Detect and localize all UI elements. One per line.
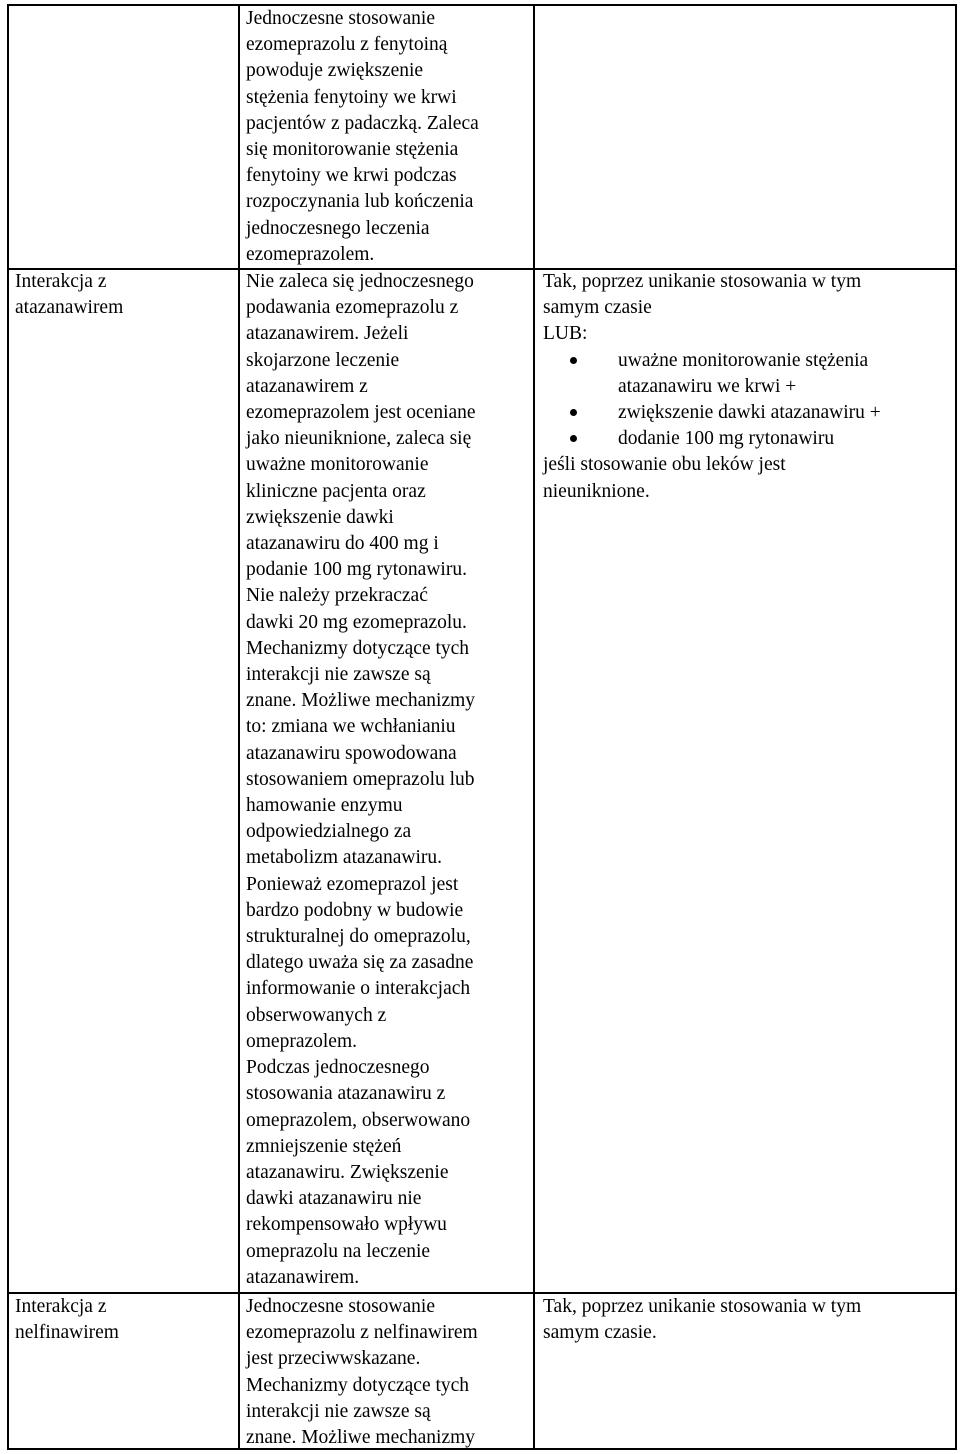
text-line: rozpoczynania lub kończenia (246, 191, 474, 213)
text-line: Jednoczesne stosowanie (246, 1296, 435, 1317)
bullet-dot-icon (570, 409, 577, 416)
text-line: zwiększenie dawki atazanawiru + (618, 402, 881, 424)
text-line: hamowanie enzymu (246, 795, 403, 817)
text-line: obserwowanych z (246, 1004, 387, 1026)
text-line: atazanawiru spowodowana (246, 742, 457, 764)
text-line: dodanie 100 mg rytonawiru (618, 428, 835, 450)
label-line: Interakcja z (15, 271, 107, 292)
text-line: ezomeprazolu z nelfinawirem (246, 1322, 478, 1344)
text-line: interakcji nie zawsze są (246, 1400, 431, 1422)
text-line: LUB: (543, 323, 588, 345)
text-line: Jednoczesne stosowanie (246, 8, 435, 29)
text-line: uważne monitorowanie stężenia (618, 349, 869, 371)
text-line: atazanawirem z (246, 375, 368, 397)
text-line: samym czasie. (543, 1322, 657, 1344)
text-line: rekompensowało wpływu (246, 1214, 447, 1236)
label-atazanawir (15, 269, 123, 321)
text-line: Tak, poprzez unikanie stosowania w tym (543, 1296, 862, 1317)
text-line: jako nieuniknione, zaleca się (246, 428, 472, 450)
text-line: ezomeprazolem. (246, 243, 375, 265)
bullet-dot-icon (570, 357, 577, 364)
text-line: ezomeprazolu z fenytoiną (246, 34, 448, 56)
text-line: się monitorowanie stężenia (246, 139, 459, 161)
text-line: atazanawirem. Jeżeli (246, 323, 409, 345)
text-line: Podczas jednoczesnego (246, 1057, 430, 1079)
text-line: stosowaniem omeprazolu lub (246, 768, 475, 790)
bullet-item (618, 348, 881, 400)
text-line: metabolizm atazanawiru. (246, 847, 442, 869)
description-nelfinawir (246, 1294, 478, 1451)
text-line: Tak, poprzez unikanie stosowania w tym (543, 271, 862, 292)
text-line: Mechanizmy dotyczące tych (246, 1374, 470, 1396)
text-line: odpowiedzialnego za (246, 821, 412, 843)
text-line: podawania ezomeprazolu z (246, 297, 459, 319)
text-line: znane. Możliwe mechanizmy (246, 690, 476, 712)
label-line: atazanawirem (15, 297, 124, 319)
text-line: samym czasie (543, 297, 652, 319)
text-line: jeśli stosowanie obu leków jest (543, 454, 786, 476)
column-divider-1 (238, 6, 240, 1448)
carryover-cell (246, 6, 479, 268)
text-line: atazanawiru we krwi + (618, 375, 797, 397)
text-line: omeprazolem, obserwowano (246, 1109, 471, 1131)
text-line: Nie zaleca się jednoczesnego (246, 271, 474, 292)
text-line: powoduje zwiększenie (246, 60, 424, 82)
text-line: atazanawiru do 400 mg i (246, 533, 439, 555)
text-line: Nie należy przekraczać (246, 585, 428, 607)
text-line: dawki atazanawiru nie (246, 1188, 422, 1210)
text-line: omeprazolu na leczenie (246, 1240, 431, 1262)
text-line: skojarzone leczenie (246, 349, 400, 371)
bullet-item (618, 426, 881, 452)
text-line: Ponieważ ezomeprazol jest (246, 873, 459, 895)
text-line: interakcji nie zawsze są (246, 664, 431, 686)
text-line: uważne monitorowanie (246, 454, 429, 476)
description-atazanawir (246, 269, 476, 1291)
text-line: dawki 20 mg ezomeprazolu. (246, 611, 467, 633)
label-nelfinawir (15, 1294, 119, 1346)
recommendation-atazanawir (543, 269, 881, 505)
text-line: atazanawiru. Zwiększenie (246, 1161, 449, 1183)
interactions-table (7, 4, 957, 1450)
text-line: strukturalnej do omeprazolu, (246, 926, 471, 948)
text-line: atazanawirem. (246, 1266, 360, 1288)
column-divider-2 (533, 6, 535, 1448)
text-line: stężenia fenytoiny we krwi (246, 86, 457, 108)
text-line: kliniczne pacjenta oraz (246, 480, 426, 502)
text-line: dlatego uważa się za zasadne (246, 952, 474, 974)
bullet-dot-icon (570, 435, 577, 442)
text-line: pacjentów z padaczką. Zaleca (246, 112, 479, 134)
recommendation-nelfinawir (543, 1294, 861, 1346)
text-line: podanie 100 mg rytonawiru. (246, 559, 467, 581)
text-line: znane. Możliwe mechanizmy (246, 1427, 476, 1449)
text-line: Mechanizmy dotyczące tych (246, 637, 470, 659)
text-line: jest przeciwwskazane. (246, 1348, 421, 1370)
text-line: ezomeprazolem jest oceniane (246, 402, 476, 424)
label-line: nelfinawirem (15, 1322, 119, 1344)
text-line: stosowania atazanawiru z (246, 1083, 446, 1105)
text-line: zmniejszenie stężeń (246, 1135, 402, 1157)
text-line: nieuniknione. (543, 480, 650, 502)
text-line: zwiększenie dawki (246, 506, 394, 528)
text-line: omeprazolem. (246, 1030, 357, 1052)
label-line: Interakcja z (15, 1296, 107, 1317)
text-line: informowanie o interakcjach (246, 978, 471, 1000)
recommendation-bullet-list (618, 348, 881, 453)
text-line: jednoczesnego leczenia (246, 217, 430, 239)
text-line: fenytoiny we krwi podczas (246, 165, 457, 187)
text-line: bardzo podobny w budowie (246, 899, 464, 921)
text-line: to: zmiana we wchłanianiu (246, 716, 456, 738)
bullet-item (618, 400, 881, 426)
